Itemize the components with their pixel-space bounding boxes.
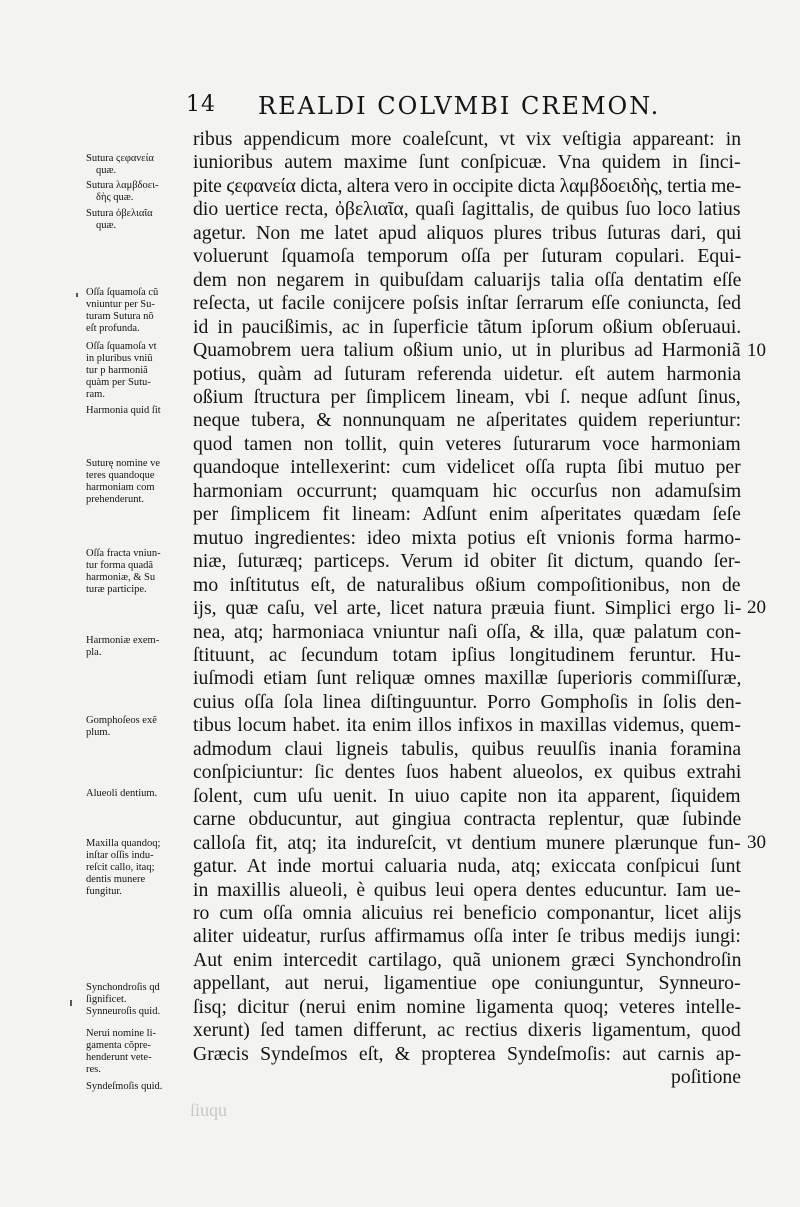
text-line: ijs, quæ caſu, vel arte, licet natura præuia fiunt. Simplici ergo li- (193, 597, 741, 620)
text-line: carne obducuntur, aut gingiua contracta replentur, quæ ſubinde (193, 808, 741, 831)
marginal-note-line: ſignificet. (86, 994, 127, 1005)
marginal-note-line: harmoniæ, & Su (86, 572, 156, 583)
text-line: appellant, aut nerui, ligamentiue ope coniunguntur, Synneuro- (193, 972, 741, 995)
marginal-note (86, 635, 186, 659)
text-line: calloſa fit, atq; ita indureſcit, vt dentium munere plærunque fun- (193, 831, 741, 854)
text-line: admodum claui ligneis tabulis, quibus reuulſis inania foramina (193, 737, 741, 760)
marginal-note-line: plum. (86, 727, 111, 738)
marginal-note-line: harmoniam com (86, 482, 155, 493)
marginal-note-line: Sutura ϛεφανεία (86, 153, 154, 164)
marginal-note-line: prehenderunt. (86, 494, 145, 505)
marginal-note-line: Synneuroſis quid. (86, 1006, 161, 1017)
marginal-note-line: pla. (86, 647, 102, 658)
marginal-note-line: Suturę nomine ve (86, 458, 161, 469)
marginal-note-line: henderunt vete- (86, 1052, 152, 1063)
page-number: 14 (186, 92, 216, 117)
text-line: ſolent, cum uſu uenit. In uiuo capite non ita apparent, ſiquidem (193, 784, 741, 807)
text-line: gatur. At inde mortui caluaria nuda, atq; exiccata conſpicui ſunt (193, 855, 741, 878)
text-line: voluerunt ſquamoſa temporum oſſa per ſuturam copulari. Equi- (193, 245, 741, 268)
marginal-note-line: vniuntur per Su- (86, 299, 155, 310)
marginal-note-line: reſcit callo, itaq; (86, 862, 155, 873)
marginal-note-line: Oſſa ſquamoſa vt (86, 341, 157, 352)
text-line: quod tamen non tollit, quin veteres ſuturarum voce harmoniam (193, 432, 741, 455)
marginal-note-line: turam Sutura nõ (86, 311, 154, 322)
marginal-note-line: Sutura λαμβδοει- (86, 180, 159, 191)
marginal-note-line: Nerui nomine li- (86, 1028, 156, 1039)
bleed-through-text: ſiuqu (190, 1100, 228, 1120)
ink-speck (70, 1000, 72, 1006)
marginal-note-line: Oſſa fracta vniun- (86, 548, 161, 559)
running-title: REALDI COLVMBI CREMON. (258, 92, 661, 120)
marginal-note-line: quæ. (96, 165, 117, 176)
text-line: iuſmodi etiam ſunt reliquæ omnes maxillæ ſuperioris commiſſuræ, (193, 667, 741, 690)
marginal-note-line: tur p harmoniã (86, 365, 148, 376)
marginal-note-line: Synchondroſis qd (86, 982, 160, 993)
marginal-note (86, 405, 186, 417)
text-line: mutuo ingredientes: ideo mixta potius eſt vnionis forma harmo- (193, 526, 741, 549)
line-number-10: 10 (747, 340, 766, 361)
marginal-note-line: quæ. (96, 220, 117, 231)
text-line: agetur. Non me latet apud aliquos plures tribus ſuturas dari, qui (193, 221, 741, 244)
marginal-note-line: tur forma quadã (86, 560, 154, 571)
text-line: mo inſtitutus eſt, de naturalibus oßium compoſitionibus, non de (193, 573, 741, 596)
main-text-block (193, 128, 741, 1090)
marginal-note (86, 153, 186, 177)
text-line: in maxillis alueoli, è quibus leui opera dentes educuntur. Iam ue- (193, 878, 741, 901)
marginal-note (86, 1006, 186, 1018)
line-number-30: 30 (747, 832, 766, 853)
text-line: Quamobrem uera talium oßium unio, ut in pluribus ad Harmoniã (193, 339, 741, 362)
marginal-note-line: teres quandoque (86, 470, 155, 481)
text-line: pite ϛεφανεία dicta, altera vero in occipite dicta λαμβδοειδὴς, tertia me- (193, 174, 741, 197)
marginal-note (86, 1028, 186, 1076)
marginal-note-line: δὴς quæ. (96, 192, 134, 203)
running-header (186, 92, 746, 124)
marginal-note (86, 180, 186, 204)
text-line: Græcis Syndeſmos eſt, & propterea Syndeſmoſis: aut carnis ap- (193, 1042, 741, 1065)
marginal-note-line: Gomphoſeos exẽ (86, 715, 157, 726)
marginal-note (86, 458, 186, 506)
marginal-note-line: Maxilla quandoq; (86, 838, 161, 849)
marginal-note-line: Alueoli dentium. (86, 788, 158, 799)
marginal-note-line: inſtar oſſis indu- (86, 850, 154, 861)
ink-speck (76, 293, 78, 297)
text-line: poſitione (671, 1066, 741, 1089)
text-line: harmoniam occurrunt; quamquam hic occurſus non adamuſsim (193, 479, 741, 502)
marginal-note (86, 838, 186, 898)
text-line: cuius oſſa ſola linea diſtinguuntur. Porro Gomphoſis in ſolis den- (193, 690, 741, 713)
marginal-note-line: res. (86, 1064, 101, 1075)
marginal-note-line: gamenta cõpre- (86, 1040, 152, 1051)
text-line: niæ, ſuturæq; particeps. Verum id obiter ſit dictum, quando ſer- (193, 550, 741, 573)
text-line: ſtituunt, ac ſecundum totam ipſius longitudinem feruntur. Hu- (193, 643, 741, 666)
text-line: xerunt) ſed tamen differunt, ac rectius dixeris ligamentum, quod (193, 1019, 741, 1042)
marginal-note-line: Harmoniæ exem- (86, 635, 160, 646)
marginal-note-line: eſt profunda. (86, 323, 140, 334)
text-line: nea, atq; harmoniaca vniuntur naſi oſſa, & illa, quæ palatum con- (193, 620, 741, 643)
marginal-note (86, 208, 186, 232)
text-line: per ſimplicem fit lineam: Adſunt enim aſperitates quædam ſeſe (193, 503, 741, 526)
marginal-note (86, 715, 186, 739)
marginal-note-line: Oſſa ſquamoſa cũ (86, 287, 159, 298)
text-line: neque tubera, & nonnunquam ne aſperitates quidem reperiuntur: (193, 409, 741, 432)
text-line: conſpiciuntur: ſic dentes ſuos habent alueolos, ex quibus extrahi (193, 761, 741, 784)
marginal-note-line: turæ participe. (86, 584, 147, 595)
marginal-note-line: Sutura ὀβελιαῖα (86, 208, 153, 219)
marginal-note-line: dentis munere (86, 874, 146, 885)
text-line: quandoque intellexerint: cum videlicet oſſa rupta ſibi mutuo per (193, 456, 741, 479)
marginal-note (86, 341, 186, 401)
text-line: oßium ſtructura per ſimplicem lineam, vbi ſ. neque adſunt ſinus, (193, 385, 741, 408)
text-line: ſisq; dicitur (nerui enim nomine ligamenta quoq; veteres intelle- (193, 995, 741, 1018)
text-line: dem non negarem in quibuſdam caluarijs talia oſſa dentatim eſſe (193, 268, 741, 291)
marginal-note (86, 788, 186, 800)
marginal-note (86, 287, 186, 335)
marginal-note-line: quàm per Sutu- (86, 377, 151, 388)
marginal-note-line: Harmonia quid ſit (86, 405, 161, 416)
text-line: ro cum oſſa omnia alicuius rei beneficio componantur, licet alijs (193, 901, 741, 924)
marginal-note-line: Syndeſmoſis quid. (86, 1081, 163, 1092)
marginal-note (86, 548, 186, 596)
text-line: reſecta, ut facile conijcere poſsis inſtar ſerrarum eſſe coniuncta, ſed (193, 292, 741, 315)
text-line: dio uertice recta, ὀβελιαῖα, quaſi ſagittalis, de quibus ſuo loco latius (193, 198, 741, 221)
text-line: id in paucißimis, ac in ſuperficie tãtum ipſorum oßium obſeruaui. (193, 315, 741, 338)
marginal-note-line: ram. (86, 389, 105, 400)
text-line: iunioribus autem maxime ſunt conſpicuæ. Vna quidem in ſinci- (193, 151, 741, 174)
text-line: tibus locum habet. ita enim illos infixos in maxillas videmus, quem- (193, 714, 741, 737)
text-line: potius, quàm ad ſuturam referenda uidetur. eſt autem harmonia (193, 362, 741, 385)
marginal-note-line: fungitur. (86, 886, 122, 897)
line-number-20: 20 (747, 597, 766, 618)
text-line: ribus appendicum more coaleſcunt, vt vix veſtigia appareant: in (193, 128, 741, 150)
marginal-note-line: in pluribus vniũ (86, 353, 153, 364)
marginal-note (86, 1081, 186, 1093)
marginal-note (86, 982, 186, 1006)
text-line: Aut enim intercedit cartilago, quã unionem græci Synchondroſin (193, 948, 741, 971)
text-line: aliter uideatur, rurſus affirmamus oſſa inter ſe tribus medijs iungi: (193, 925, 741, 948)
